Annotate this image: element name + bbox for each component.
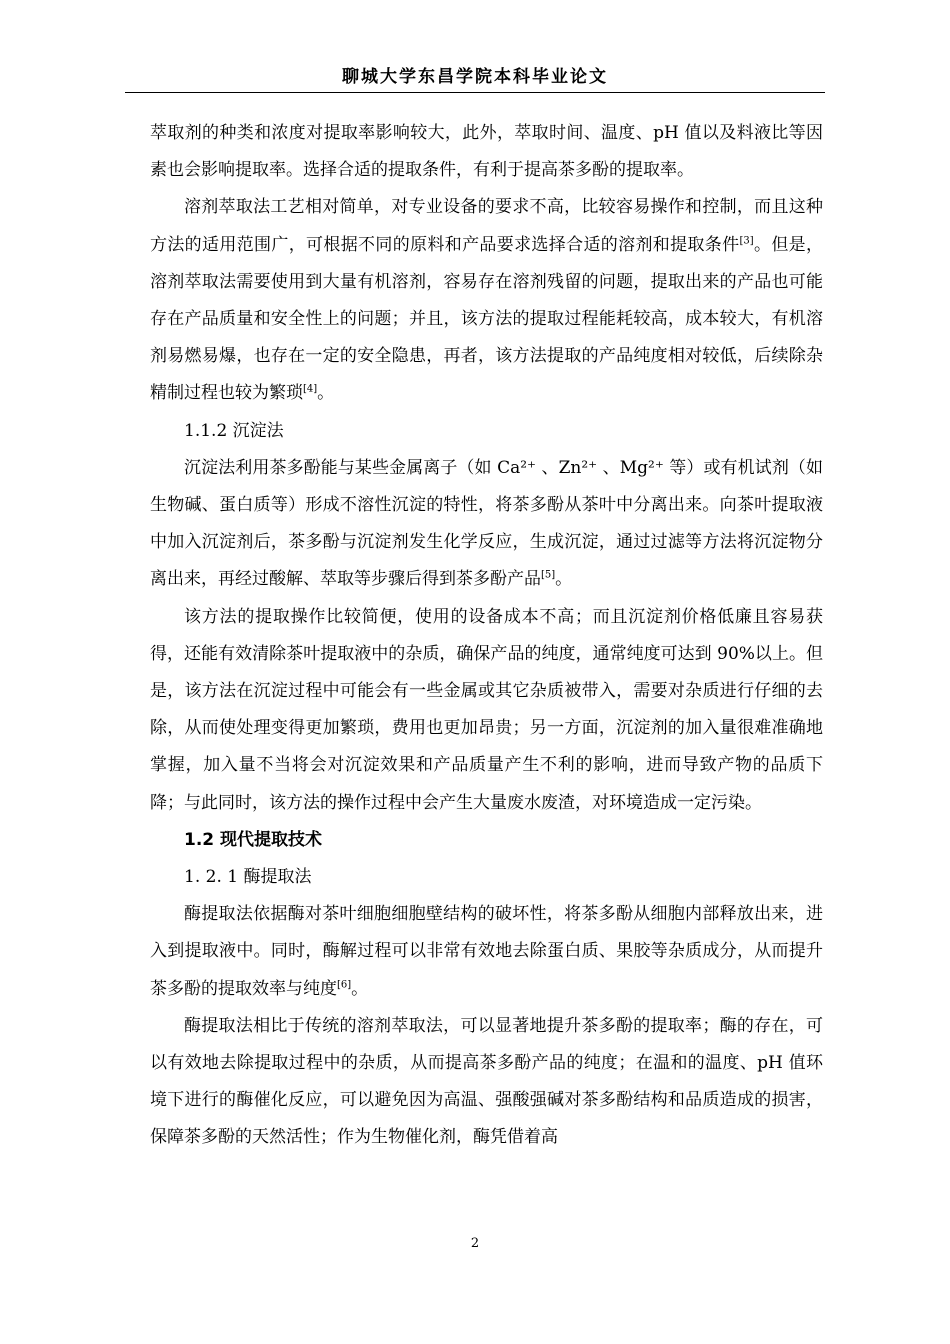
paragraph-5-end: 。 [351, 978, 369, 999]
paragraph-4: 该方法的提取操作比较简便，使用的设备成本不高；而且沉淀剂价格低廉且容易获得，还能有效清除茶叶提取液中的杂质，确保产品的纯度，通常纯度可达到 90%以上。但是，该方法在沉淀过程中可能会有一些金属或其它杂质被带入，需要对杂质进行仔细的去除，从而使处理变得更加繁琐，费用也更加昂贵；另一方面，沉淀剂的加入量很难准确地掌握，加入量不当将会对沉淀效果和产品质量产生不利的影响，进而导致产物的品质下降；与此同时，该方法的操作过程中会产生大量废水废渣，对环境造成一定污染。 [150, 606, 823, 813]
paragraph-3 [150, 450, 823, 599]
section-heading-1-1-2: 1.1.2 沉淀法 [184, 420, 284, 441]
citation-5: [5] [541, 569, 556, 581]
paragraph-3-end: 。 [555, 569, 573, 590]
paragraph-6: 酶提取法相比于传统的溶剂萃取法，可以显著地提升茶多酚的提取率；酶的存在，可以有效地去除提取过程中的杂质，从而提高茶多酚产品的纯度；在温和的温度、pH 值环境下进行的酶催化反应，可以避免因为高温、强酸强碱对茶多酚结构和品质造成的损害，保障茶多酚的天然活性；作为生物催化剂，酶凭借着高 [150, 1015, 823, 1148]
citation-6: [6] [337, 979, 352, 991]
paragraph-5-text: 酶提取法依据酶对茶叶细胞细胞壁结构的破坏性，将茶多酚从细胞内部释放出来，进入到提取液中。同时，酶解过程可以非常有效地去除蛋白质、果胶等杂质成分，从而提升茶多酚的提取效率与纯度 [150, 904, 823, 999]
paragraph-2 [150, 189, 823, 412]
paragraph-2-end: 。 [317, 383, 335, 404]
page-number: 2 [470, 1236, 480, 1251]
running-header: 聊城大学东昌学院本科毕业论文 [342, 67, 608, 87]
paragraph-2-text: 溶剂萃取法工艺相对简单，对专业设备的要求不高，比较容易操作和控制，而且这种方法的适用范围广，可根据不同的原料和产品要求选择合适的溶剂和提取条件 [150, 197, 823, 255]
citation-4: [4] [303, 383, 318, 395]
citation-3: [3] [739, 234, 754, 246]
paragraph-1: 萃取剂的种类和浓度对提取率影响较大，此外，萃取时间、温度、pH 值以及料液比等因素也会影响提取率。选择合适的提取条件，有利于提高茶多酚的提取率。 [150, 123, 823, 181]
page-body [150, 115, 823, 1157]
section-heading-1-2-1: 1. 2. 1 酶提取法 [184, 867, 312, 888]
paragraph-3-text: 沉淀法利用茶多酚能与某些金属离子（如 Ca²⁺ 、Zn²⁺ 、Mg²⁺ 等）或有机试剂（如生物碱、蛋白质等）形成不溶性沉淀的特性，将茶多酚从茶叶中分离出来。向茶叶提取液中加入沉淀剂后，茶多酚与沉淀剂发生化学反应，生成沉淀，通过过滤等方法将沉淀物分离出来，再经过酸解、萃取等步骤后得到茶多酚产品 [150, 457, 823, 590]
paragraph-2-text-2: 。但是，溶剂萃取法需要使用到大量有机溶剂，容易存在溶剂残留的问题，提取出来的产品也可能存在产品质量和安全性上的问题；并且，该方法的提取过程能耗较高，成本较大，有机溶剂易燃易爆，也存在一定的安全隐患，再者，该方法提取的产品纯度相对较低，后续除杂精制过程也较为繁琐 [150, 234, 824, 404]
section-heading-1-2: 1.2 现代提取技术 [184, 829, 323, 850]
paragraph-5 [150, 896, 823, 1008]
header-rule [125, 92, 825, 93]
